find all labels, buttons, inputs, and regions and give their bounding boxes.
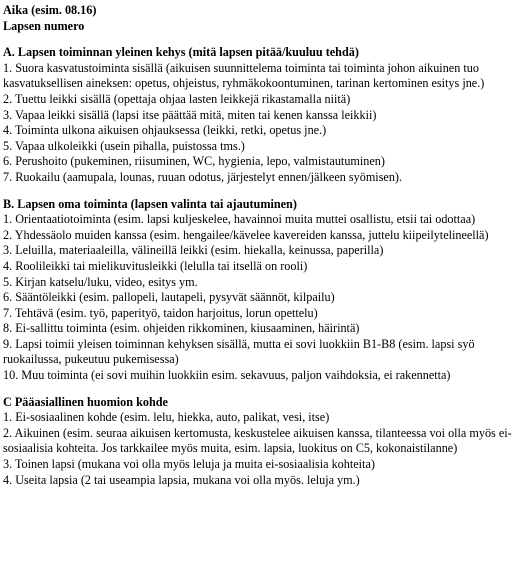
section-b-item: 4. Roolileikki tai mielikuvitusleikki (lelulla tai itsellä on rooli) xyxy=(3,258,308,273)
section-a-item: 2. Tuettu leikki sisällä (opettaja ohjaa lasten leikkejä rikastamalla niitä) xyxy=(3,91,351,106)
section-a-item: 3. Vapaa leikki sisällä (lapsi itse päättää mitä, miten tai kenen kanssa leikkii) xyxy=(3,107,377,122)
section-a-title: A. Lapsen toiminnan yleinen kehys (mitä lapsen pitää/kuuluu tehdä) xyxy=(3,45,359,60)
section-a-item: 5. Vapaa ulkoleikki (usein pihalla, puistossa tms.) xyxy=(3,138,245,153)
section-b-item: 1. Orientaatiotoiminta (esim. lapsi kuljeskelee, havainnoi muita muttei osallistu, etsii tai odottaa) xyxy=(3,212,476,227)
section-c xyxy=(3,395,526,489)
section-a-item: 1. Suora kasvatustoiminta sisällä (aikuisen suunnittelema toiminta tai toiminta johon aikuinen tuo kasvatuksellisen aineksen: opetus, ohjeistus, ryhmäkokoontuminen, tarinan kertominen esitys jne.) xyxy=(3,60,485,91)
time-label: Aika (esim. 08.16) xyxy=(3,3,97,17)
child-number-label: Lapsen numero xyxy=(3,18,85,33)
section-b-item: 9. Lapsi toimii yleisen toiminnan kehyksen sisällä, mutta ei sovi luokkiin B1-B8 (esim. lapsi syö ruokailussa, pukeutuu pukemisessa) xyxy=(3,336,475,367)
section-b-item: 2. Yhdessäolo muiden kanssa (esim. hengailee/kävelee kavereiden kanssa, juttelu kiipeilytelineellä) xyxy=(3,227,489,242)
section-a xyxy=(3,45,526,185)
section-b-item: 5. Kirjan katselu/luku, video, esitys ym. xyxy=(3,274,198,289)
section-c-item: 2. Aikuinen (esim. seuraa aikuisen kertomusta, keskustelee aikuisen kanssa, tilanteessa voi olla myös ei-sosiaalisia kohteita. Jos tarkkailee myös muita, esim. lapsia, luokitus on C5, kokonaistilanne) xyxy=(3,425,512,456)
section-b-item: 3. Leluilla, materiaaleilla, välineillä leikki (esim. hiekalla, keinussa, paperilla) xyxy=(3,243,384,258)
section-b-item: 10. Muu toiminta (ei sovi muihin luokkiin esim. sekavuus, paljon vaihdoksia, ei rakennetta) xyxy=(3,368,451,383)
section-c-item: 4. Useita lapsia (2 tai useampia lapsia, mukana voi olla myös. leluja ym.) xyxy=(3,472,360,487)
section-b-item: 8. Ei-sallittu toiminta (esim. ohjeiden rikkominen, kiusaaminen, häirintä) xyxy=(3,321,360,336)
section-c-title: C Pääasiallinen huomion kohde xyxy=(3,394,168,409)
section-b-item: 6. Sääntöleikki (esim. pallopeli, lautapeli, pysyvät säännöt, kilpailu) xyxy=(3,290,335,305)
section-a-item: 4. Toiminta ulkona aikuisen ohjauksessa (leikki, retki, opetus jne.) xyxy=(3,123,327,138)
section-b-title: B. Lapsen oma toiminta (lapsen valinta tai ajautuminen) xyxy=(3,196,297,211)
section-a-item: 6. Perushoito (pukeminen, riisuminen, WC, hygienia, lepo, valmistautuminen) xyxy=(3,154,385,169)
section-b xyxy=(3,197,526,384)
section-c-item: 1. Ei-sosiaalinen kohde (esim. lelu, hiekka, auto, palikat, vesi, itse) xyxy=(3,410,330,425)
section-a-item: 7. Ruokailu (aamupala, lounas, ruuan odotus, järjestelyt ennen/jälkeen syömisen). xyxy=(3,169,403,184)
section-b-item: 7. Tehtävä (esim. työ, paperityö, taidon harjoitus, lorun opettelu) xyxy=(3,305,318,320)
section-c-item: 3. Toinen lapsi (mukana voi olla myös leluja ja muita ei-sosiaalisia kohteita) xyxy=(3,457,375,472)
